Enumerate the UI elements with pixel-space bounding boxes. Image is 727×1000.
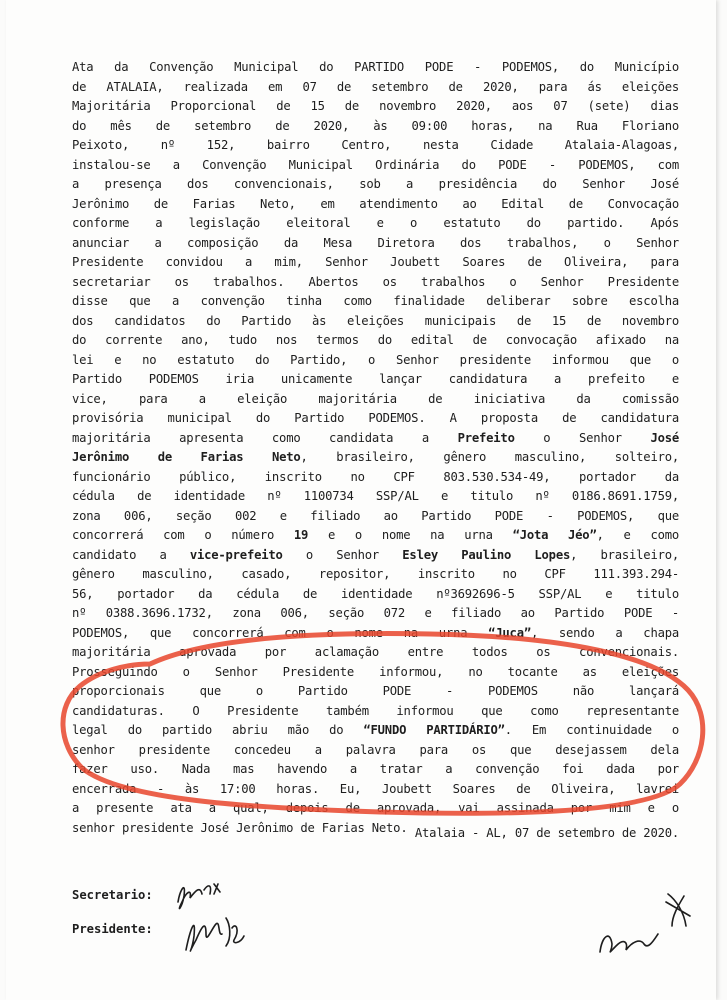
text-run: encerrada - às 17:00 horas. Eu, Joubett Soares de Oliveira, lavrei	[72, 781, 679, 796]
text-run: legal do partido abriu mão do	[72, 723, 364, 737]
text-line	[72, 312, 679, 332]
text-line	[72, 721, 679, 741]
text-run: de ATALAIA, realizada em 07 de setembro de 2020, para ás eleições	[72, 79, 679, 94]
text-line	[72, 760, 679, 780]
text-line	[72, 604, 679, 624]
text-run: Jerônimo de Farias Neto, em atendimento ao Edital de Convocação	[72, 196, 679, 211]
text-run: PODEMOS, que concorrerá com o nome na urna	[72, 625, 489, 640]
text-run: zona 006, seção 002 e filiado ao Partido PODE - PODEMOS, que	[72, 508, 679, 523]
bold-text-run: “Jota Jéo”	[512, 528, 597, 542]
text-line	[72, 234, 679, 254]
text-run: do corrente ano, tudo nos termos do edital de convocação afixado na	[72, 333, 679, 347]
bold-text-run: José	[650, 430, 679, 445]
text-run: Ata da Convenção Municipal do PARTIDO PODE - PODEMOS, do Município	[72, 60, 679, 74]
text-line	[72, 565, 679, 585]
text-line	[72, 526, 679, 546]
text-line	[72, 58, 679, 78]
text-line	[72, 780, 679, 800]
text-line	[72, 624, 679, 644]
text-run: e o nome na urna	[308, 528, 513, 542]
text-line	[72, 643, 679, 663]
text-run: concorrerá com o número	[72, 528, 294, 542]
text-run: gênero masculino, casado, repositor, inscrito no CPF 111.393.294-	[72, 567, 679, 581]
text-run: majoritária aprovada por aclamação entre todos os convencionais.	[72, 645, 679, 659]
text-line	[72, 331, 679, 351]
text-run: provisória municipal do Partido PODEMOS. A proposta de candidatura	[72, 411, 679, 425]
text-run: o Senhor	[514, 430, 651, 445]
text-run: anunciar a composição da Mesa Diretora dos trabalhos, o Senhor	[72, 235, 679, 250]
text-run: senhor presidente José Jerônimo de Farias Neto.	[72, 820, 408, 835]
text-line	[72, 585, 679, 605]
bold-text-run: 19	[293, 528, 309, 542]
text-run: conforme a legislação eleitoral e o estatuto do partido. Após	[72, 216, 679, 230]
text-line	[72, 292, 679, 312]
text-line	[72, 507, 679, 527]
text-run: lei e no estatuto do Partido, o Senhor presidente informou que o	[72, 352, 679, 367]
text-run: secretariar os trabalhos. Abertos os trabalhos o Senhor Presidente	[72, 274, 679, 289]
text-run: senhor presidente concedeu a palavra para os que desejassem dela	[72, 742, 679, 757]
text-line	[72, 78, 679, 98]
text-run: o Senhor	[282, 547, 403, 562]
text-run: 56, portador da cédula de identidade nº3692696-5 SSP/AL e titulo	[72, 586, 679, 601]
minutes-body-text	[72, 58, 679, 838]
text-run: . Em continuidade o	[504, 723, 679, 737]
text-run: candidato a	[72, 547, 190, 562]
text-run: Peixoto, nº 152, bairro Centro, nesta Cidade Atalaia-Alagoas,	[72, 138, 679, 152]
text-line	[72, 468, 679, 488]
president-label: Presidente:	[72, 922, 153, 936]
text-line	[72, 156, 679, 176]
text-line	[72, 390, 679, 410]
text-run: proporcionais que o Partido PODE - PODEMOS não lançará	[72, 684, 679, 698]
text-line	[72, 409, 679, 429]
text-run: dos candidatos do Partido às eleições municipais de 15 de novembro	[72, 313, 679, 328]
bold-text-run: Esley Paulino Lopes	[402, 547, 571, 562]
text-run: , brasileiro, gênero masculino, solteiro,	[300, 450, 679, 464]
text-line	[72, 273, 679, 293]
text-line	[72, 448, 679, 468]
text-run: fazer uso. Nada mas havendo a tratar a convenção foi dada por	[72, 762, 679, 776]
text-run: , brasileiro,	[570, 547, 679, 562]
text-line	[72, 175, 679, 195]
text-line	[72, 799, 679, 819]
text-run: , sendo a chapa	[530, 625, 679, 640]
text-run: , e como	[596, 528, 679, 542]
text-run: a presença dos convencionais, sob a presidência do Senhor José	[72, 177, 679, 191]
text-run: cédula de identidade nº 1100734 SSP/AL e titulo nº 0186.8691.1759,	[72, 489, 679, 503]
bold-text-run: Prefeito	[457, 430, 515, 445]
bold-text-run: “FUNDO PARTIDÁRIO”	[363, 723, 505, 737]
text-run: nº 0388.3696.1732, zona 006, seção 072 e filiado ao Partido PODE -	[72, 606, 679, 620]
text-line	[72, 429, 679, 449]
text-run: Partido PODEMOS iria unicamente lançar candidatura a prefeito e	[72, 372, 679, 386]
bold-text-run: vice-prefeito	[189, 547, 283, 562]
text-line	[72, 663, 679, 683]
text-run: Majoritária Proporcional de 15 de novembro 2020, aos 07 (sete) dias	[72, 99, 679, 113]
text-line	[72, 351, 679, 371]
text-line	[72, 117, 679, 137]
text-line	[72, 253, 679, 273]
text-line	[72, 214, 679, 234]
text-run: Presidente convidou a mim, Senhor Joubett Soares de Oliveira, para	[72, 255, 679, 269]
text-line	[72, 682, 679, 702]
text-line	[72, 487, 679, 507]
text-run: vice, para a eleição majoritária de iniciativa da comissão	[72, 391, 679, 406]
text-line	[72, 546, 679, 566]
text-run: majoritária apresenta como candidata a	[72, 430, 458, 445]
bold-text-run: Jerônimo de Farias Neto	[72, 450, 301, 464]
text-line	[72, 702, 679, 722]
text-run: instalou-se a Convenção Municipal Ordinária do PODE - PODEMOS, com	[72, 157, 679, 172]
text-run: disse que a convenção tinha como finalidade deliberar sobre escolha	[72, 294, 679, 308]
dateline: Atalaia - AL, 07 de setembro de 2020.	[414, 826, 679, 840]
text-line	[72, 136, 679, 156]
text-run: Prosseguindo o Senhor Presidente informou, no tocante as eleições	[72, 664, 679, 679]
text-line	[72, 97, 679, 117]
bold-text-run: “Juca”	[488, 625, 531, 640]
text-run: a presente ata a qual, depois de aprovada, vai assinada por mim e o	[72, 801, 679, 815]
text-run: funcionário público, inscrito no CPF 803.530.534-49, portador da	[72, 469, 679, 484]
secretary-label: Secretario:	[72, 888, 153, 902]
text-run: do mês de setembro de 2020, às 09:00 horas, na Rua Floriano	[72, 118, 679, 133]
text-line	[72, 741, 679, 761]
text-line	[72, 195, 679, 215]
text-line	[72, 370, 679, 390]
text-run: candidaturas. O Presidente também informou que como representante	[72, 703, 679, 718]
